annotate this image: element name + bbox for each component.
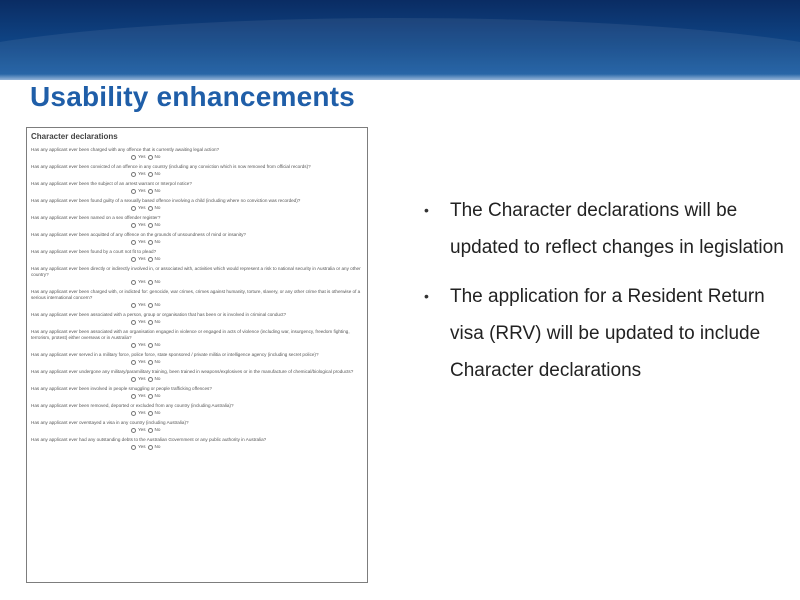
- no-radio[interactable]: [148, 320, 153, 325]
- yes-radio[interactable]: [131, 206, 136, 211]
- question-item: [31, 215, 363, 229]
- no-label: No: [154, 342, 161, 347]
- yes-label: Yes: [138, 427, 146, 432]
- yes-radio[interactable]: [131, 155, 136, 160]
- yes-radio[interactable]: [131, 445, 136, 450]
- no-label: No: [154, 410, 161, 415]
- character-declarations-form: [26, 127, 368, 583]
- question-text: Has any applicant ever been acquitted of any offence on the grounds of unsoundness of mind or insanity?: [31, 232, 246, 237]
- question-text: Has any applicant ever been involved in people smuggling or people trafficking offences?: [31, 386, 212, 391]
- question-item: [31, 329, 363, 349]
- question-text: Has any applicant ever been named on a sex offender register?: [31, 215, 161, 220]
- yes-radio[interactable]: [131, 257, 136, 262]
- yes-label: Yes: [138, 239, 146, 244]
- question-item: [31, 403, 363, 417]
- no-label: No: [154, 427, 161, 432]
- no-label: No: [154, 205, 161, 210]
- yes-no-options: [131, 238, 363, 246]
- no-label: No: [154, 222, 161, 227]
- no-radio[interactable]: [148, 189, 153, 194]
- no-radio[interactable]: [148, 280, 153, 285]
- yes-label: Yes: [138, 359, 146, 364]
- question-text: Has any applicant ever been associated with an organisation engaged in violence or engaged in acts of violence (including war, insurgency, freedom fighting, terrorism, protest) either overseas or in Australia?: [31, 329, 350, 340]
- yes-label: Yes: [138, 256, 146, 261]
- question-item: [31, 420, 363, 434]
- question-item: [31, 147, 363, 161]
- yes-no-options: [131, 392, 363, 400]
- question-text: Has any applicant ever served in a military force, police force, state sponsored / private militia or intelligence agency (including secret police)?: [31, 352, 319, 357]
- no-label: No: [154, 319, 161, 324]
- no-label: No: [154, 188, 161, 193]
- yes-no-options: [131, 341, 363, 349]
- no-label: No: [154, 154, 161, 159]
- bullet-list: [424, 192, 784, 401]
- question-text: Has any applicant ever been found guilty of a sexually based offence involving a child (including where no conviction was recorded)?: [31, 198, 301, 203]
- bullet-icon: •: [424, 202, 429, 218]
- no-radio[interactable]: [148, 303, 153, 308]
- yes-no-options: [131, 358, 363, 366]
- yes-radio[interactable]: [131, 411, 136, 416]
- question-text: Has any applicant ever undergone any military/paramilitary training, been trained in weapons/explosives or in the manufacture of chemical/biological products?: [31, 369, 354, 374]
- no-label: No: [154, 376, 161, 381]
- yes-no-options: [131, 170, 363, 178]
- yes-radio[interactable]: [131, 394, 136, 399]
- question-item: [31, 312, 363, 326]
- yes-no-options: [131, 278, 363, 286]
- yes-radio[interactable]: [131, 320, 136, 325]
- yes-radio[interactable]: [131, 428, 136, 433]
- no-radio[interactable]: [148, 377, 153, 382]
- no-radio[interactable]: [148, 428, 153, 433]
- no-radio[interactable]: [148, 206, 153, 211]
- yes-label: Yes: [138, 393, 146, 398]
- no-label: No: [154, 359, 161, 364]
- yes-no-options: [131, 187, 363, 195]
- no-radio[interactable]: [148, 445, 153, 450]
- question-text: Has any applicant ever had any outstanding debts to the Australian Government or any public authority in Australia?: [31, 437, 267, 442]
- bullet-text: The Character declarations will be updated to reflect changes in legislation: [450, 200, 784, 258]
- header-band: [0, 0, 800, 80]
- bullet-text: The application for a Resident Return visa (RRV) will be updated to include Character declarations: [450, 286, 765, 381]
- yes-label: Yes: [138, 222, 146, 227]
- question-list: [31, 147, 363, 451]
- no-radio[interactable]: [148, 172, 153, 177]
- yes-radio[interactable]: [131, 360, 136, 365]
- question-item: [31, 249, 363, 263]
- no-radio[interactable]: [148, 360, 153, 365]
- bullet-item-rrv: [424, 278, 784, 389]
- no-radio[interactable]: [148, 155, 153, 160]
- question-text: Has any applicant ever overstayed a visa in any country (including Australia)?: [31, 420, 189, 425]
- no-label: No: [154, 239, 161, 244]
- no-radio[interactable]: [148, 411, 153, 416]
- yes-no-options: [131, 255, 363, 263]
- no-label: No: [154, 444, 161, 449]
- yes-radio[interactable]: [131, 240, 136, 245]
- yes-label: Yes: [138, 279, 146, 284]
- yes-label: Yes: [138, 302, 146, 307]
- yes-radio[interactable]: [131, 223, 136, 228]
- yes-label: Yes: [138, 154, 146, 159]
- question-text: Has any applicant ever been charged with, or indicted for: genocide, war crimes, crimes against humanity, torture, slavery, or any other crime that is otherwise of a serious international concern?: [31, 289, 361, 300]
- slide-title: Usability enhancements: [30, 81, 355, 112]
- bullet-icon: •: [424, 288, 429, 304]
- question-item: [31, 164, 363, 178]
- no-radio[interactable]: [148, 223, 153, 228]
- question-text: Has any applicant ever been charged with any offence that is currently awaiting legal action?: [31, 147, 220, 152]
- question-item: [31, 232, 363, 246]
- no-radio[interactable]: [148, 240, 153, 245]
- no-label: No: [154, 256, 161, 261]
- yes-label: Yes: [138, 376, 146, 381]
- question-text: Has any applicant ever been found by a court not fit to plead?: [31, 249, 157, 254]
- question-item: [31, 181, 363, 195]
- yes-label: Yes: [138, 205, 146, 210]
- question-item: [31, 289, 363, 309]
- yes-radio[interactable]: [131, 377, 136, 382]
- no-radio[interactable]: [148, 343, 153, 348]
- no-label: No: [154, 171, 161, 176]
- yes-label: Yes: [138, 319, 146, 324]
- yes-no-options: [131, 204, 363, 212]
- question-text: Has any applicant ever been directly or indirectly involved in, or associated with, activities which would represent a risk to national security in Australia or any other country?: [31, 266, 361, 277]
- yes-radio[interactable]: [131, 303, 136, 308]
- yes-label: Yes: [138, 444, 146, 449]
- no-label: No: [154, 393, 161, 398]
- question-text: Has any applicant ever been the subject of an arrest warrant or Interpol notice?: [31, 181, 192, 186]
- yes-radio[interactable]: [131, 172, 136, 177]
- yes-no-options: [131, 426, 363, 434]
- yes-radio[interactable]: [131, 280, 136, 285]
- question-item: [31, 198, 363, 212]
- yes-label: Yes: [138, 410, 146, 415]
- question-item: [31, 266, 363, 286]
- question-item: [31, 437, 363, 451]
- no-radio[interactable]: [148, 394, 153, 399]
- yes-no-options: [131, 375, 363, 383]
- form-heading: Character declarations: [31, 132, 118, 141]
- yes-no-options: [131, 409, 363, 417]
- yes-label: Yes: [138, 188, 146, 193]
- question-item: [31, 369, 363, 383]
- no-label: No: [154, 302, 161, 307]
- yes-no-options: [131, 221, 363, 229]
- question-text: Has any applicant ever been convicted of an offence in any country (including any conviction which is now removed from official records)?: [31, 164, 311, 169]
- question-item: [31, 352, 363, 366]
- yes-radio[interactable]: [131, 189, 136, 194]
- no-radio[interactable]: [148, 257, 153, 262]
- yes-radio[interactable]: [131, 343, 136, 348]
- yes-no-options: [131, 301, 363, 309]
- yes-no-options: [131, 153, 363, 161]
- yes-label: Yes: [138, 171, 146, 176]
- bullet-item-legislation: [424, 192, 784, 266]
- question-text: Has any applicant ever been removed, deported or excluded from any country (including Australia)?: [31, 403, 234, 408]
- question-item: [31, 386, 363, 400]
- yes-no-options: [131, 318, 363, 326]
- yes-label: Yes: [138, 342, 146, 347]
- no-label: No: [154, 279, 161, 284]
- question-text: Has any applicant ever been associated with a person, group or organisation that has been or is involved in criminal conduct?: [31, 312, 287, 317]
- yes-no-options: [131, 443, 363, 451]
